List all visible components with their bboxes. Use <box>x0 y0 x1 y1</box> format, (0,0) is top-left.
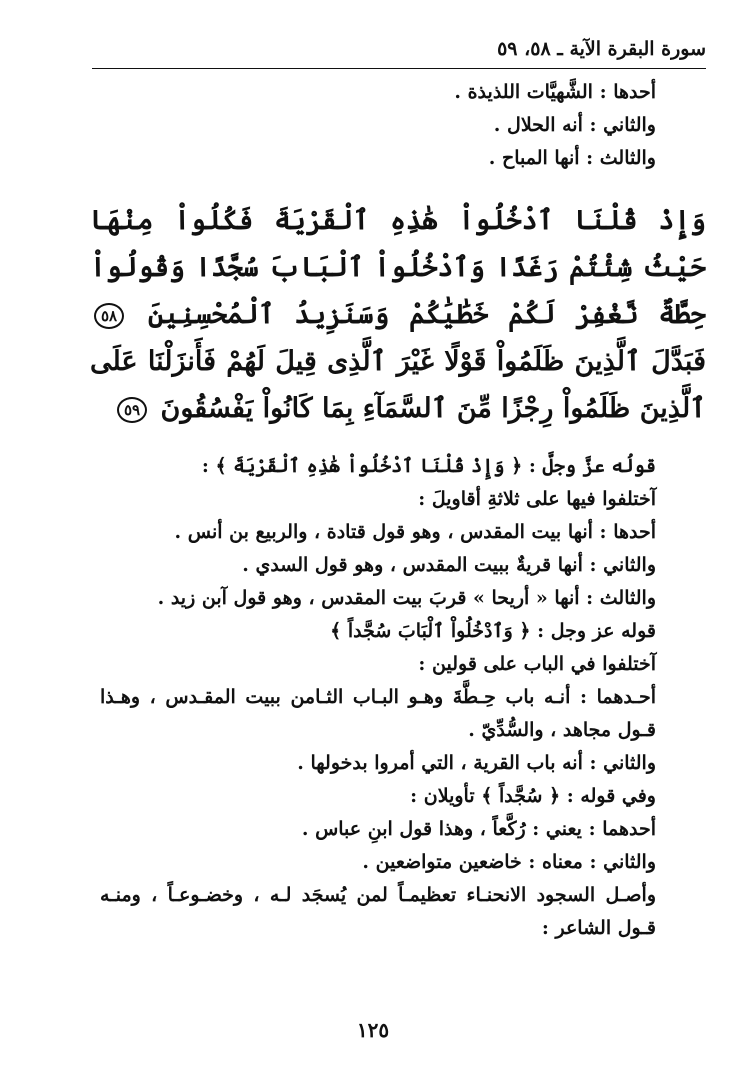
commentary-line: وفي قوله : ﴿ سُجَّداً ﴾ تأويلان : <box>410 785 656 807</box>
intro-line-1: أحدها : الشَّهيَّات اللذيذة . <box>454 81 656 103</box>
commentary-line: أحدهما : يعني : رُكَّعاً ، وهذا قول ابنِ عباس . <box>301 818 656 840</box>
intro-line-3: والثالث : أنها المباح . <box>488 147 656 169</box>
commentary-paragraph: وأصـل السجود الانحنـاء تعظيمـاً لمن يُسجَد لـه ، وخضـوعـاً ، ومنـه قـول الشاعر : <box>100 884 656 939</box>
commentary-line: آختلفوا فيها على ثلاثةِ أقاويلَ : <box>418 488 656 510</box>
intro-line-2: والثاني : أنه الحلال . <box>493 114 656 136</box>
verse-59-text: فَبَدَّلَ ٱلَّذِينَ ظَلَمُواْ قَوْلًا غَيْرَ ٱلَّذِى قِيلَ لَهُمْ فَأَنزَلْنَا عَلَى ٱلَّذِينَ ظَلَمُواْ رِجْزًا مِّنَ ٱلسَّمَآءِ بِمَا كَانُواْ يَفْسُقُونَ <box>90 346 706 424</box>
commentary-line: أحدها : أنها بيت المقدس ، وهو قول قتادة ، والربيع بن أنس . <box>174 521 656 543</box>
page-number: ١٢٥ <box>356 1018 390 1042</box>
commentary-line: آختلفوا في الباب على قولين : <box>418 653 656 675</box>
commentary-paragraph: أحـدهما : أنـه باب حِـطَّةَ وهـو البـاب الثـامن ببيت المقـدس ، وهـذا قـول مجاهد ، والسُّدِّيّ . <box>100 686 656 741</box>
commentary-line: والثاني : أنها قريةٌ ببيت المقدس ، وهو قول السدي . <box>242 554 656 576</box>
commentary-line: والثاني : أنه باب القرية ، التي أمروا بدخولها . <box>297 752 656 774</box>
header-title: سورة البقرة الآية ـ ٥٨، ٥٩ <box>497 38 706 60</box>
quran-verses <box>90 197 706 432</box>
page-content <box>90 76 706 945</box>
running-header <box>92 34 706 69</box>
commentary-heading-1: قولُه عزَّ وجلَّ : ﴿ وَإِذْ قُلْنَا ٱدْخُلُواْ هَٰذِهِ ٱلْقَرْيَةَ ﴾ : <box>201 455 656 477</box>
commentary-line: والثالث : أنها « أريحا » قربَ بيت المقدس ، وهو قول آبن زيد . <box>157 587 656 609</box>
verse-59-marker: ٥٩ <box>117 397 147 423</box>
commentary-heading-2: قوله عز وجل : ﴿ وَٱدْخُلُواْ ٱلْبَابَ سُجَّداً ﴾ <box>330 620 656 642</box>
commentary-line: والثاني : معناه : خاضعين متواضعين . <box>362 851 656 873</box>
verse-58-text: وَإِذْ قُلْنَا ٱدْخُلُواْ هَٰذِهِ ٱلْقَرْيَةَ فَكُلُواْ مِنْهَا حَيْثُ شِئْتُمْ رَغَدًا وَٱدْخُلُواْ ٱلْبَابَ سُجَّدًا وَقُولُواْ حِطَّةٌ نَّغْفِرْ لَكُمْ خَطَٰيَٰكُمْ وَسَنَزِيدُ ٱلْمُحْسِنِينَ <box>90 205 706 330</box>
verse-58-marker: ٥٨ <box>94 303 124 329</box>
